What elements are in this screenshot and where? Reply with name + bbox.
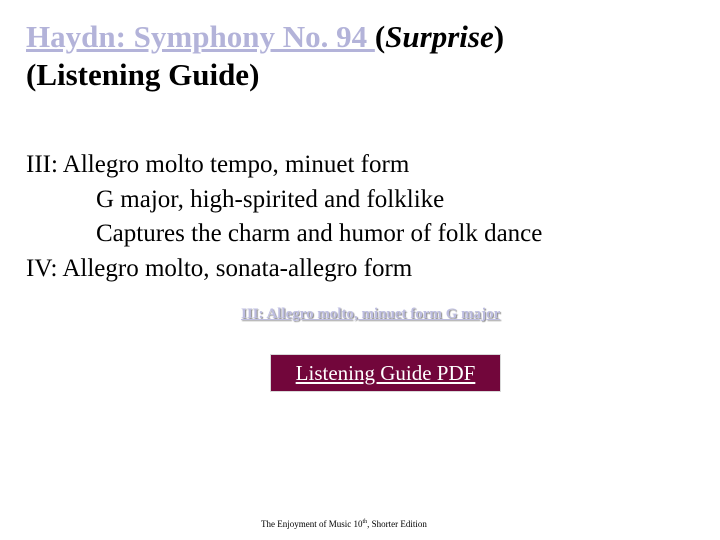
pdf-button-label: Listening Guide PDF [295,360,476,385]
slide-title [26,18,706,94]
movement-iii-key-line: G major, high-spirited and folklike [96,185,445,213]
title-open-paren: ( [374,19,386,54]
footer-prefix: The Enjoyment of Music 10 [261,519,363,529]
title-italic-surprise: Surprise [385,19,494,54]
footer-sup: th [362,519,368,525]
movement-notes [26,148,706,286]
title-subtitle: (Listening Guide) [26,57,260,92]
movement-iv-line: IV: Allegro molto, sonata-allegro form [26,254,413,282]
title-link[interactable]: Haydn: Symphony No. 94 [26,19,375,54]
listening-guide-pdf-button[interactable] [270,354,501,392]
movement-iii-line: III: Allegro molto tempo, minuet form [26,151,410,178]
title-close-paren: ) [493,19,505,54]
movement-iii-character-line: Captures the charm and humor of folk dance [96,220,543,247]
footer-suffix: , Shorter Edition [367,519,427,529]
footer-credit [261,519,427,529]
audio-link-movement-iii[interactable]: III: Allegro molto, minuet form G major [241,306,501,322]
